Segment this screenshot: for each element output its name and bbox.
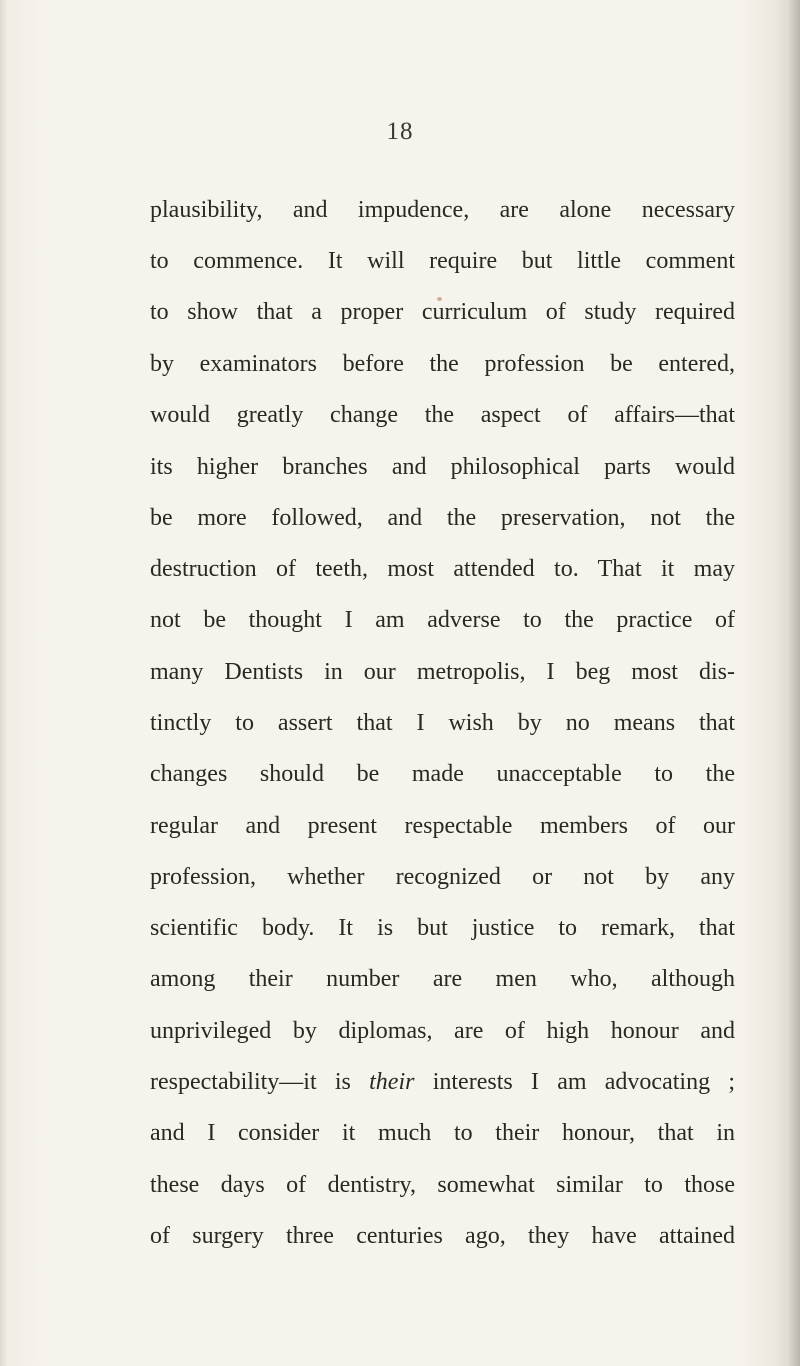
text-line-13: regular and present respectable members of our [150,813,735,839]
text-line-19: and I consider it much to their honour, that in [150,1120,735,1146]
text-line-17: unprivileged by diplomas, are of high honour and [150,1018,735,1044]
text-line-8: destruction of teeth, most attended to. That it may [150,556,735,582]
text-line-18-italic: their [369,1069,415,1095]
text-line-1: plausibility, and impudence, are alone necessary [150,197,735,223]
page-number: 18 [386,118,414,145]
text-line-3: to show that a proper curriculum of study required [150,299,735,325]
text-line-21: of surgery three centuries ago, they have attained [150,1223,735,1249]
text-line-15: scientific body. It is but justice to remark, that [150,915,735,941]
text-line-11: tinctly to assert that I wish by no means that [150,710,735,736]
text-line-18-start: respectability—it is [150,1069,370,1095]
text-line-9: not be thought I am adverse to the practice of [150,607,735,633]
text-line-12: changes should be made unacceptable to the [150,761,735,787]
text-line-20: these days of dentistry, somewhat similar to those [150,1172,735,1198]
text-line-4: by examinators before the profession be entered, [150,351,735,377]
text-line-6: its higher branches and philosophical parts would [150,454,735,480]
text-line-18 [150,1067,735,1097]
text-line-18-end: interests I am advocating ; [414,1069,735,1095]
page-fore-edge [786,0,800,1366]
text-line-5: would greatly change the aspect of affairs—that [150,402,735,428]
text-line-16: among their number are men who, although [150,966,735,992]
text-line-10: many Dentists in our metropolis, I beg most dis- [150,659,735,685]
text-line-7: be more followed, and the preservation, not the [150,505,735,531]
text-line-14: profession, whether recognized or not by any [150,864,735,890]
text-line-2: to commence. It will require but little comment [150,248,735,274]
page-gutter [0,0,8,1366]
